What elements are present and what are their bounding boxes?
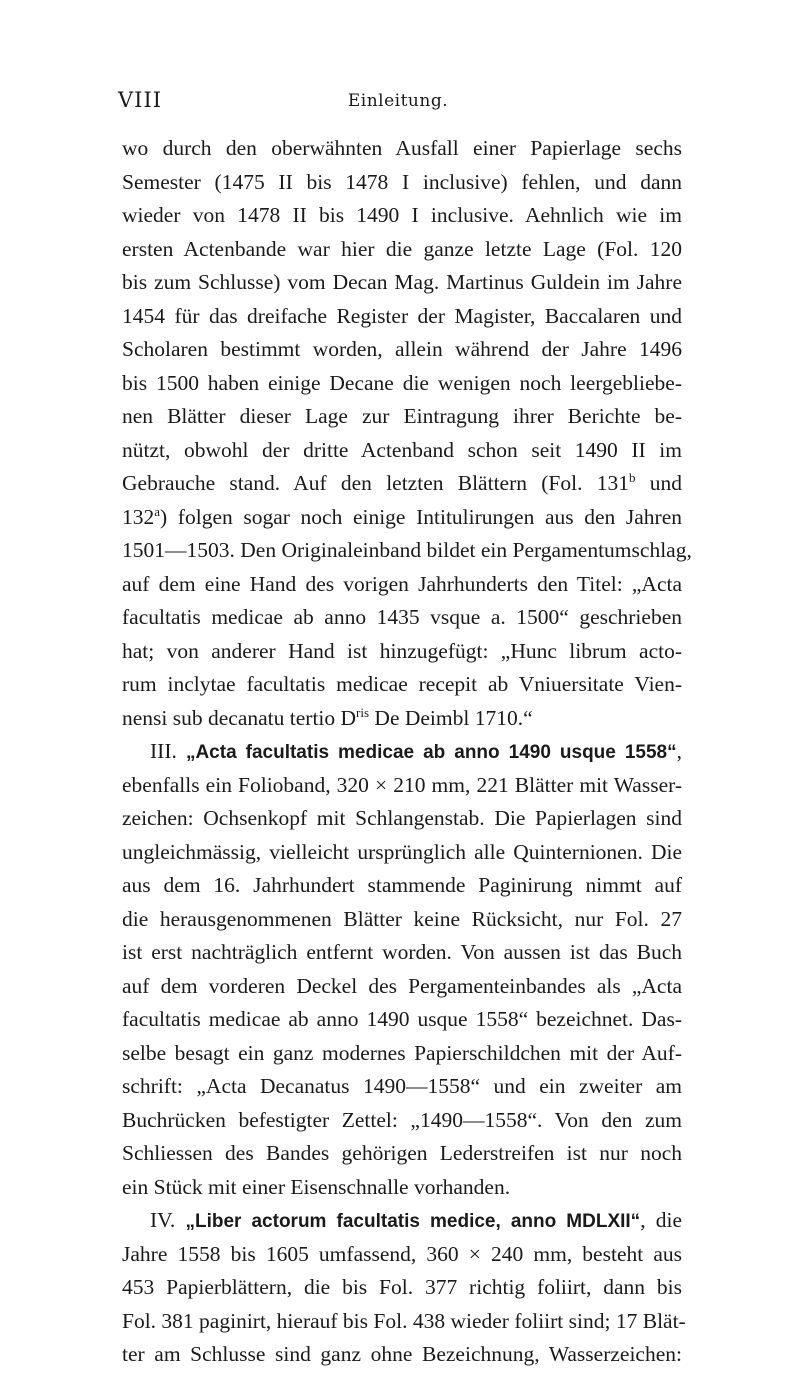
text-line [122,233,682,267]
running-head [118,88,678,116]
line-text: wieder von 1478 II bis 1490 I inclusive. Aehnlich wie im [122,203,682,227]
text-line [122,601,682,635]
line-text: Fol. 381 paginirt, hierauf bis Fol. 438 wieder foliirt sind; 17 Blät- [122,1308,686,1333]
text-line [122,903,682,937]
text-line [122,936,682,970]
line-text: ) folgen sogar noch einige Intitulirungen aus den Jahren [160,504,682,529]
text-line [122,333,682,367]
line-text: schrift: „Acta Decanatus 1490—1558“ und ein zweiter am [122,1074,682,1098]
line-text: ersten Actenbande war hier die ganze letzte Lage (Fol. 120 [122,236,682,261]
line-text: und [635,471,682,495]
line-text: nützt, obwohl der dritte Actenband schon seit 1490 II im [122,437,682,462]
text-line [122,1305,686,1339]
text-line [122,1037,682,1071]
line-text: IV. [150,1208,186,1232]
line-text: nen Blätter dieser Lage zur Eintragung ihrer Berichte be- [122,404,682,428]
text-line [122,1338,682,1372]
line-text: selbe besagt ein ganz modernes Papierschildchen mit der Auf- [122,1040,682,1065]
text-line [122,1137,682,1171]
line-text: facultatis medicae ab anno 1435 vsque a. 1500“ geschrieben [122,605,682,629]
text-line [122,300,682,334]
line-text: zeichen: Ochsenkopf mit Schlangenstab. Die Papierlagen sind [122,806,682,830]
text-line [122,735,682,769]
text-line [122,869,682,903]
line-text: Schliessen des Bandes gehörigen Lederstreifen ist nur noch [122,1141,682,1165]
line-text: 453 Papierblättern, die bis Fol. 377 richtig foliirt, dann bis [122,1275,682,1299]
line-text: , [676,739,682,763]
line-text: auf dem vorderen Deckel des Pergamenteinbandes als „Acta [122,973,682,998]
line-text: III. [150,739,186,763]
text-line [122,769,682,803]
text-line [122,836,682,870]
text-line [122,132,682,166]
text-line [122,1238,682,1272]
text-line [122,1204,682,1238]
line-text: nensi sub decanatu tertio D [122,705,357,730]
line-text: Gebrauche stand. Auf den letzten Blättern (Fol. 131 [122,471,629,495]
text-line [122,1271,682,1305]
line-text: 1454 für das dreifache Register der Magister, Baccalaren und [122,303,682,328]
bold-title: „Liber actorum facultatis medice, anno MDLXII“ [185,1211,641,1232]
line-text: ter am Schlusse sind ganz ohne Bezeichnung, Wasserzeichen: [122,1342,682,1366]
text-line [122,166,682,200]
line-text: ein Stück mit einer Eisenschnalle vorhanden. [122,1174,511,1199]
text-line [122,266,682,300]
text-line [122,501,682,535]
line-text: hat; von anderer Hand ist hinzugefügt: „Hunc librum acto- [122,638,682,663]
text-line [122,534,692,568]
text-line [122,467,682,501]
text-line [122,1104,682,1138]
line-text: rum inclytae facultatis medicae recepit ab Vniuersitate Vien- [122,672,682,696]
superscript: b [628,469,636,485]
line-text: bis zum Schlusse) vom Decan Mag. Martinus Guldein im Jahre [122,270,682,294]
text-line [122,1003,682,1037]
superscript: a [154,503,161,519]
text-line [122,668,682,702]
line-text: auf dem eine Hand des vorigen Jahrhunderts den Titel: „Acta [122,571,682,596]
bold-title: „Acta facultatis medicae ab anno 1490 usque 1558“ [185,742,677,763]
text-line [122,400,682,434]
text-line [122,1171,682,1205]
text-line [122,702,682,736]
body-text [122,132,692,1372]
line-text: bis 1500 haben einige Decane die wenigen noch leergebliebe- [122,370,682,395]
line-text: Jahre 1558 bis 1605 umfassend, 360 × 240 mm, besteht aus [122,1241,682,1266]
line-text: 132 [122,504,155,529]
line-text: ebenfalls ein Folioband, 320 × 210 mm, 221 Blätter mit Wasser- [122,772,682,797]
page-number: VIII [118,88,163,112]
line-text: 1501—1503. Den Originaleinband bildet ein Pergamentumschlag, [122,538,692,562]
text-line [122,970,682,1004]
text-line [122,802,682,836]
text-line [122,635,682,669]
text-line [122,199,682,233]
text-line [122,434,682,468]
text-line [122,568,682,602]
line-text: Scholaren bestimmt worden, allein während der Jahre 1496 [122,337,682,361]
line-text: Semester (1475 II bis 1478 I inclusive) fehlen, und dann [122,169,682,194]
text-line [122,1070,682,1104]
line-text: ist erst nachträglich entfernt worden. Von aussen ist das Buch [122,940,682,964]
line-text: Buchrücken befestigter Zettel: „1490—1558“. Von den zum [122,1107,682,1132]
line-text: wo durch den oberwähnten Ausfall einer Papierlage sechs [122,136,682,160]
running-title: Einleitung. [347,91,449,111]
superscript: ris [356,704,370,720]
line-text: , die [640,1208,682,1232]
line-text: ungleichmässig, vielleicht ursprünglich alle Quinternionen. Die [122,839,682,864]
text-line [122,367,682,401]
line-text: aus dem 16. Jahrhundert stammende Paginirung nimmt auf [122,873,682,897]
line-text: die herausgenommenen Blätter keine Rücksicht, nur Fol. 27 [122,906,682,931]
line-text: facultatis medicae ab anno 1490 usque 1558“ bezeichnet. Das- [122,1007,682,1031]
line-text: De Deimbl 1710.“ [369,705,533,730]
